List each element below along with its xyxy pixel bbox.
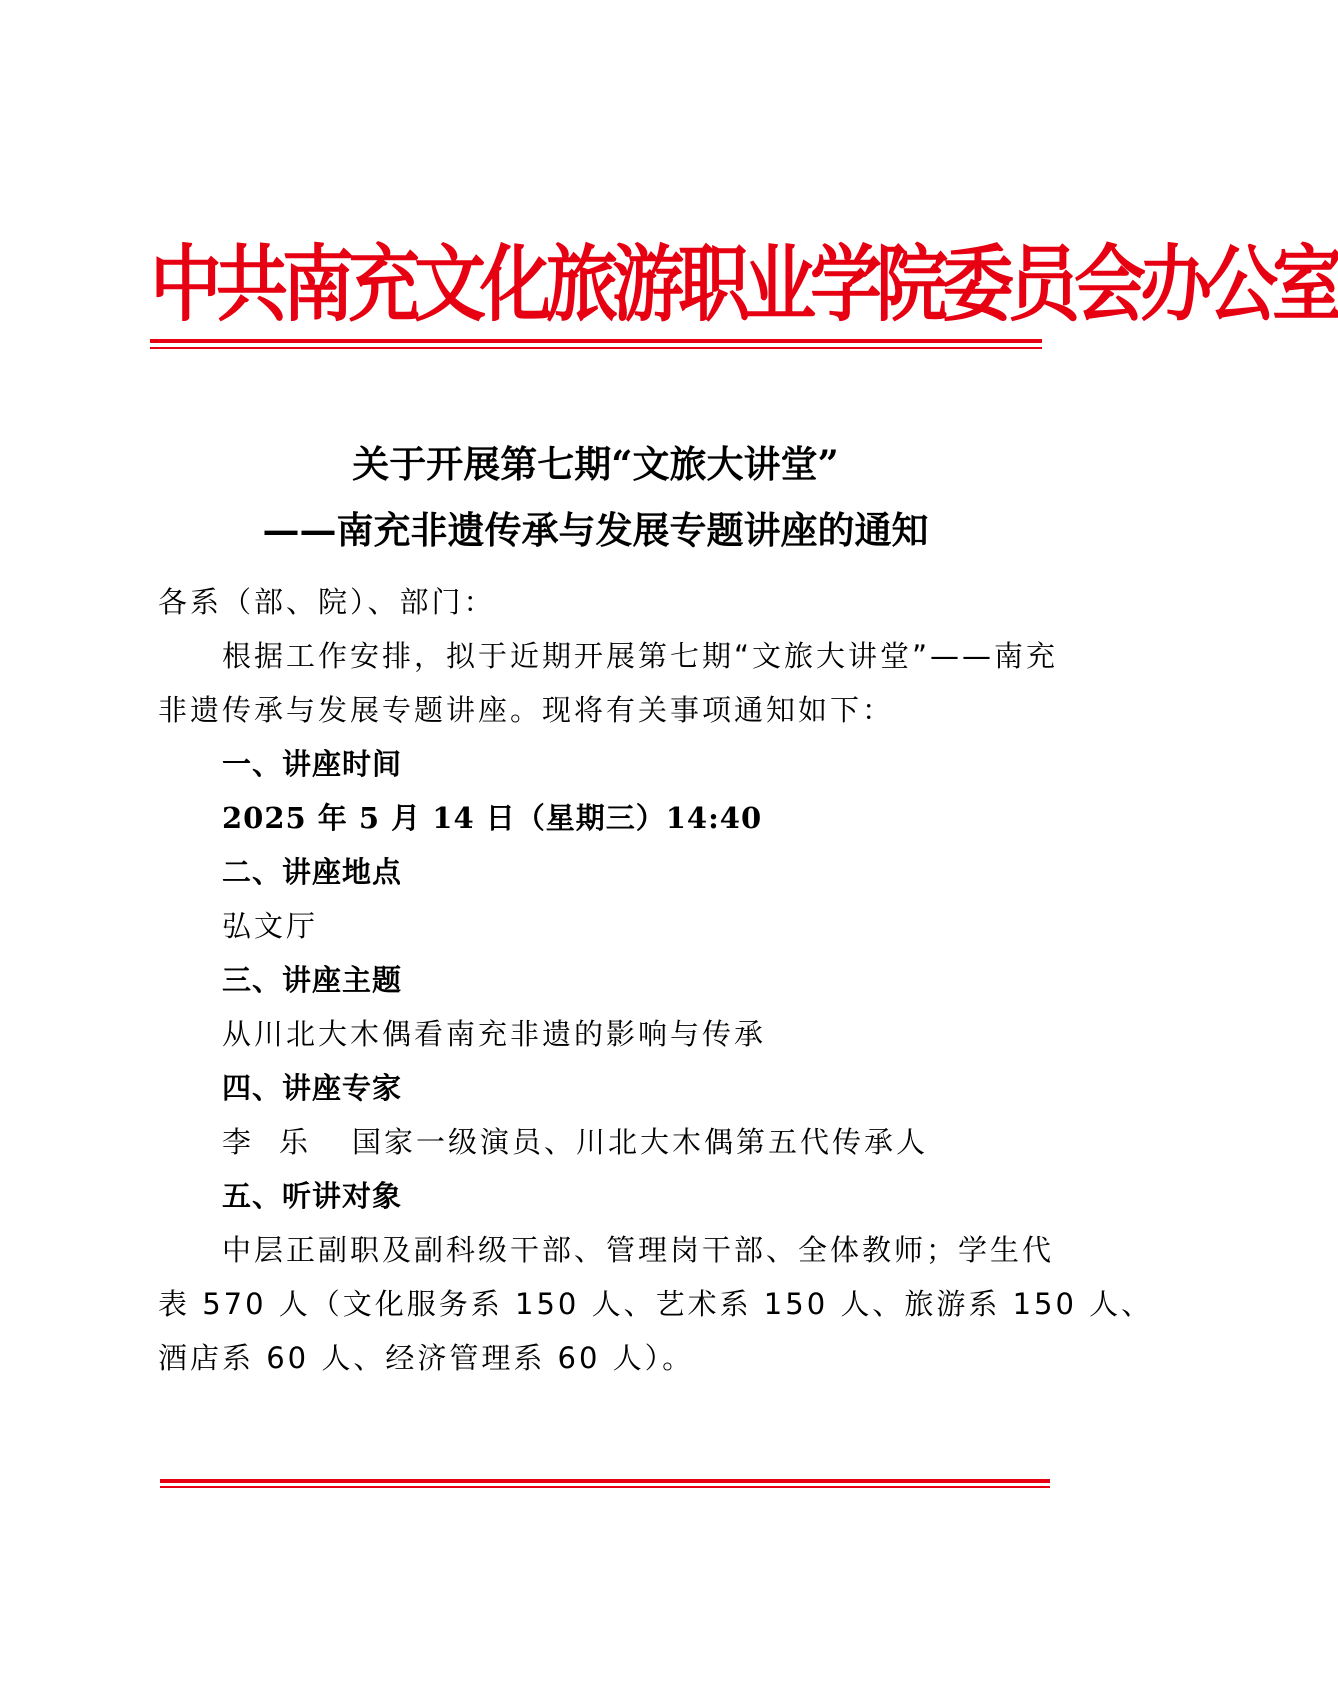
salutation: 各系（部、院）、部门： [158,585,496,619]
expert-name: 李乐 [222,1125,337,1159]
issuer-masthead: 中共南充文化旅游职业学院委员会办公室 [150,234,1338,333]
intro-paragraph-line-1: 根据工作安排，拟于近期开展第七期“文旅大讲堂”——南充 [222,639,1059,673]
audience-line-1: 中层正副职及副科级干部、管理岗干部、全体教师；学生代 [222,1233,1055,1267]
footer-divider-thick [160,1479,1050,1483]
header-divider-thin [150,347,1042,349]
audience-line-2: 表 570 人（文化服务系 150 人、艺术系 150 人、旅游系 150 人、 [158,1287,1154,1321]
section-heading-topic: 三、讲座主题 [222,963,403,997]
section-heading-location: 二、讲座地点 [222,855,403,889]
header-divider-thick [150,339,1042,343]
section-heading-audience: 五、听讲对象 [222,1179,403,1213]
lecture-topic: 从川北大木偶看南充非遗的影响与传承 [222,1017,767,1051]
intro-paragraph-line-2: 非遗传承与发展专题讲座。现将有关事项通知如下： [158,693,895,727]
expert-title: 国家一级演员、川北大木偶第五代传承人 [352,1125,929,1159]
audience-line-3: 酒店系 60 人、经济管理系 60 人）。 [158,1341,695,1375]
lecture-location: 弘文厅 [222,909,319,943]
lecture-time: 2025 年 5 月 14 日（星期三）14:40 [222,801,763,835]
footer-divider-thin [160,1486,1050,1488]
section-heading-time: 一、讲座时间 [222,747,403,781]
document-title-line-2: ——南充非遗传承与发展专题讲座的通知 [262,508,929,552]
lecture-expert [222,1124,928,1160]
section-heading-expert: 四、讲座专家 [222,1071,403,1105]
document-title-line-1: 关于开展第七期“文旅大讲堂” [352,442,839,486]
